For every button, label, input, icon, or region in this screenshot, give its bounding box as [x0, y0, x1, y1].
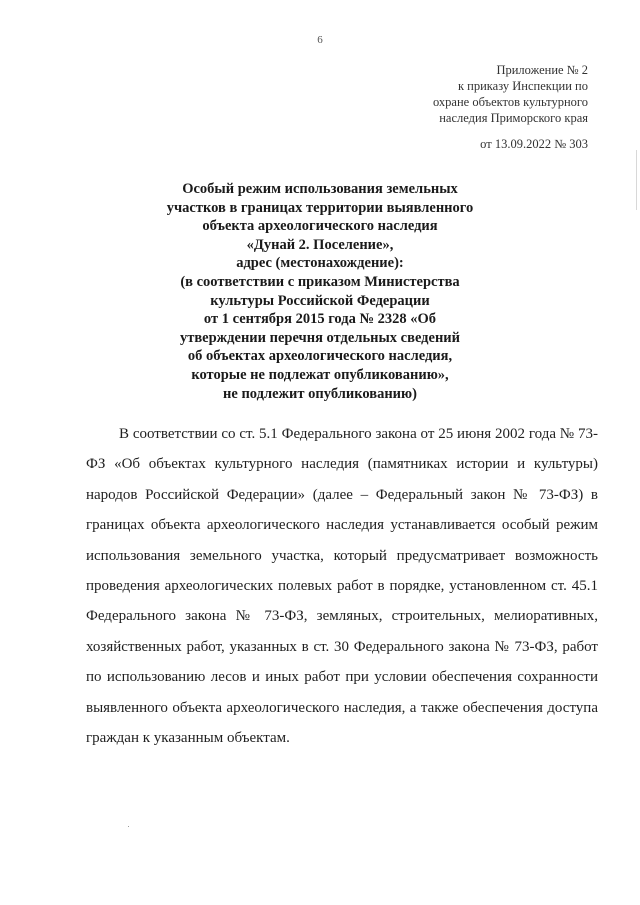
appendix-header: [348, 62, 588, 126]
appendix-line: охране объектов культурного: [432, 95, 588, 109]
title-line: утверждении перечня отдельных сведений: [179, 329, 461, 346]
appendix-line: к приказу Инспекции по: [457, 79, 588, 93]
title-line: культуры Российской Федерации: [210, 292, 430, 309]
title-line: которые не подлежат опубликованию»,: [191, 366, 449, 383]
page-number: 6: [317, 34, 323, 46]
document-title: [120, 180, 520, 403]
body-paragraph: [86, 419, 598, 753]
appendix-line: наследия Приморского края: [439, 111, 588, 125]
body-line: граждан к указанным объектам.: [86, 729, 290, 746]
scan-dot-mark: [128, 826, 129, 827]
appendix-title: Приложение № 2: [496, 63, 588, 77]
title-line: (в соответствии с приказом Министерства: [180, 273, 460, 290]
body-line: проведения археологических полевых работ в порядке, установленном ст. 45.1: [86, 577, 598, 594]
body-line: Федерального закона № 73-ФЗ, земляных, строительных, мелиоративных,: [86, 608, 598, 625]
body-line: хозяйственных работ, указанных в ст. 30 Федерального закона № 73-ФЗ, работ: [86, 638, 598, 655]
body-line: народов Российской Федерации» (далее – Федеральный закон № 73-ФЗ) в: [86, 486, 598, 503]
title-line: объекта археологического наследия: [202, 218, 438, 235]
scan-edge-mark: [636, 150, 637, 210]
body-line: выявленного объекта археологического наследия, а также обеспечения доступа: [86, 699, 598, 716]
body-line: ФЗ «Об объектах культурного наследия (памятниках истории и культуры): [86, 456, 598, 473]
body-line: по использованию лесов и иных работ при условии обеспечения сохранности: [86, 669, 598, 686]
title-line: участков в границах территории выявленного: [166, 199, 474, 216]
title-line: Особый режим использования земельных: [182, 181, 458, 197]
title-line: адрес (местонахождение):: [236, 255, 404, 272]
body-line: В соответствии со ст. 5.1 Федерального закона от 25 июня 2002 года № 73-: [119, 426, 598, 442]
title-line: от 1 сентября 2015 года № 2328 «Об: [203, 311, 437, 328]
title-line: «Дунай 2. Поселение»,: [246, 236, 394, 253]
title-line: об объектах археологического наследия,: [187, 348, 453, 365]
order-reference: от 13.09.2022 № 303: [480, 137, 588, 151]
title-line: не подлежит опубликованию): [223, 385, 417, 402]
body-line: границах объекта археологического наследия устанавливается особый режим: [86, 517, 598, 534]
body-line: использования земельного участка, который предусматривает возможность: [86, 547, 598, 564]
